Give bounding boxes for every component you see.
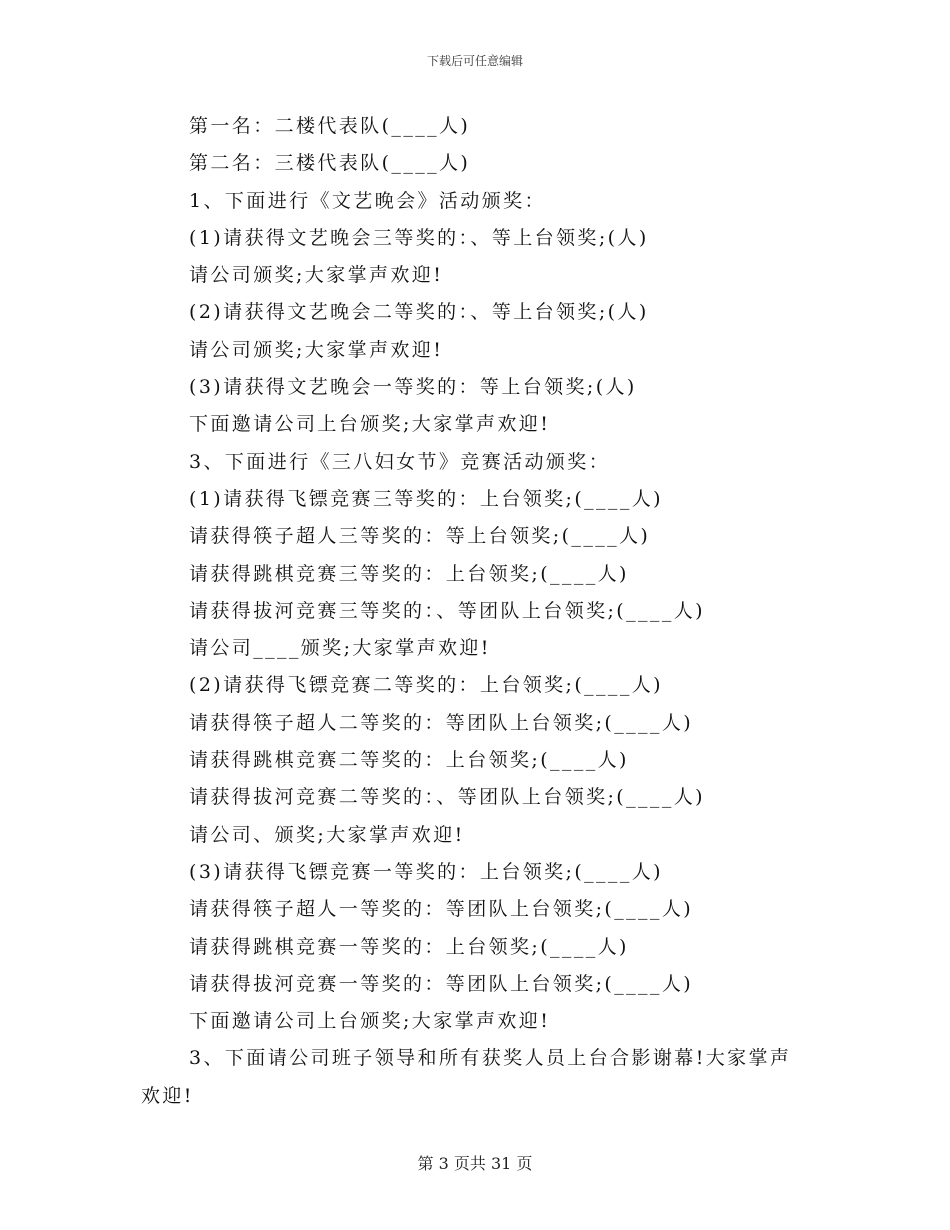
text-line: (3)请获得文艺晚会一等奖的：等上台领奖;(人) — [189, 376, 637, 399]
page-header: 下载后可任意编辑 — [426, 54, 523, 68]
text-line: (2)请获得飞镖竞赛二等奖的：上台领奖;(____人) — [189, 674, 663, 697]
text-line: 请获得筷子超人三等奖的：等上台领奖;(____人) — [189, 525, 651, 548]
text-line: 下面邀请公司上台颁奖;大家掌声欢迎! — [189, 1010, 551, 1033]
text-line: 请公司颁奖;大家掌声欢迎! — [189, 338, 444, 361]
text-line: 第一名：二楼代表队(____人) — [189, 115, 471, 137]
text-line: 下面邀请公司上台颁奖;大家掌声欢迎! — [189, 413, 551, 436]
text-line: (3)请获得飞镖竞赛一等奖的：上台领奖;(____人) — [189, 860, 663, 883]
text-line: 第二名：三楼代表队(____人) — [189, 152, 471, 175]
text-line: 请公司颁奖;大家掌声欢迎! — [189, 264, 444, 287]
text-line: 请获得筷子超人一等奖的：等团队上台领奖;(____人) — [189, 898, 694, 921]
text-line: 请获得拔河竞赛一等奖的：等团队上台领奖;(____人) — [189, 972, 694, 995]
text-line: 请获得拔河竞赛三等奖的：、等团队上台领奖;(____人) — [189, 599, 705, 622]
text-line: 欢迎! — [141, 1084, 194, 1107]
text-line: (1)请获得飞镖竞赛三等奖的：上台领奖;(____人) — [189, 487, 663, 510]
document-body — [0, 108, 950, 1115]
section-heading: 1、下面进行《文艺晚会》活动颁奖： — [189, 189, 546, 212]
text-line: 请公司____颁奖;大家掌声欢迎! — [189, 637, 491, 660]
text-line: 请获得筷子超人二等奖的：等团队上台领奖;(____人) — [189, 711, 694, 734]
section-heading: 3、下面请公司班子领导和所有获奖人员上台合影谢幕!大家掌声 — [189, 1047, 792, 1070]
text-line: 请获得跳棋竞赛一等奖的：上台领奖;(____人) — [189, 935, 629, 958]
text-line: 请公司、颁奖;大家掌声欢迎! — [189, 823, 465, 846]
text-line: (2)请获得文艺晚会二等奖的：、等上台领奖;(人) — [189, 301, 649, 324]
section-heading: 3、下面进行《三八妇女节》竞赛活动颁奖： — [189, 450, 611, 473]
text-line: 请获得拔河竞赛二等奖的：、等团队上台领奖;(____人) — [189, 786, 705, 809]
text-line: 请获得跳棋竞赛三等奖的：上台领奖;(____人) — [189, 562, 629, 585]
page-number: 第 3 页共 31 页 — [417, 1154, 533, 1173]
text-line: 请获得跳棋竞赛二等奖的：上台领奖;(____人) — [189, 749, 629, 772]
text-line: (1)请获得文艺晚会三等奖的：、等上台领奖;(人) — [189, 226, 649, 249]
